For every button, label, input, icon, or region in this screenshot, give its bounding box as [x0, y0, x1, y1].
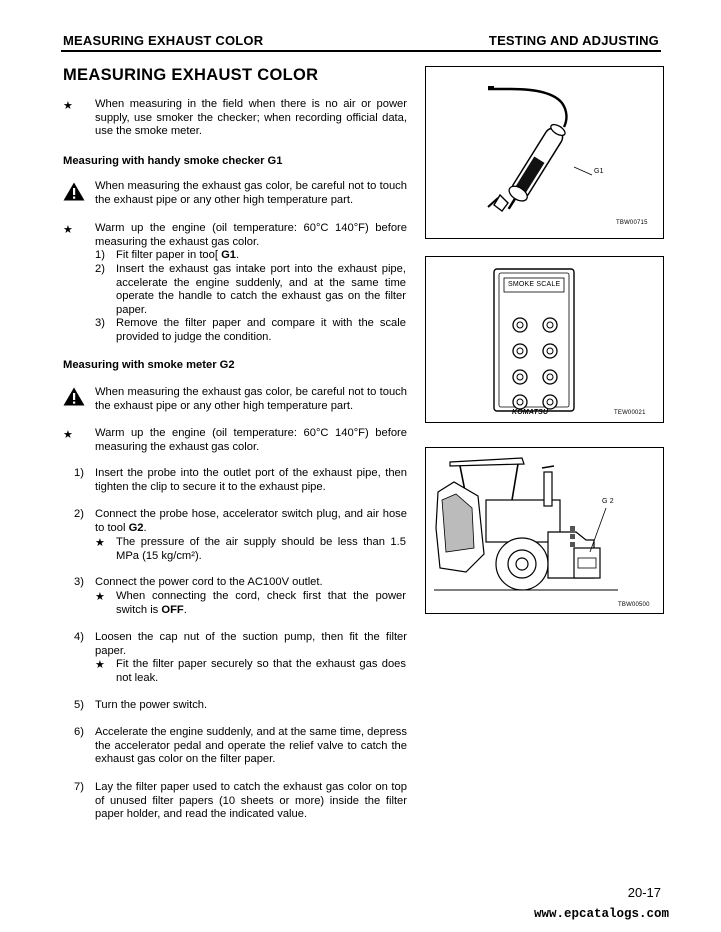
- meter-step-5: Turn the power switch.: [95, 699, 208, 711]
- figure-smoke-meter: [425, 447, 664, 614]
- figure-code: TEW00021: [614, 410, 646, 416]
- note-text: When connecting the cord, check first that the power switch is: [116, 590, 406, 616]
- meter-warmup-text: Warm up the engine (oil temperature: 60°C 140°F) before measuring the exhaust gas color.: [95, 427, 407, 453]
- step-number: 3): [74, 576, 84, 588]
- star-bullet: ★: [95, 591, 105, 603]
- meter-step-2-note: The pressure of the air supply should be less than 1.5 MPa (15 kg/cm²).: [116, 536, 406, 562]
- star-bullet: ★: [63, 224, 73, 236]
- running-header-left: MEASURING EXHAUST COLOR: [63, 33, 264, 48]
- smoke-checker-drawing: [426, 67, 663, 238]
- step-text-end: .: [236, 249, 240, 261]
- page-number: 20-17: [627, 885, 661, 900]
- callout-g2: G 2: [602, 498, 614, 505]
- note-text-end: .: [183, 603, 187, 616]
- meter-step-2: [95, 508, 407, 535]
- star-bullet: ★: [63, 429, 73, 441]
- meter-step-1: Insert the probe into the outlet port of the exhaust pipe, then tighten the clip to secure it to the exhaust pipe.: [95, 467, 407, 493]
- tool-ref-g2: G2: [128, 521, 144, 534]
- smoke-scale-label: SMOKE SCALE: [508, 281, 561, 288]
- footer-url: www.epcatalogs.com: [533, 907, 669, 921]
- handy-heading: Measuring with handy smoke checker G1: [63, 155, 283, 167]
- handy-step-3: Remove the filter paper and compare it with the scale provided to judge the condition.: [116, 317, 406, 343]
- figure-code: TBW00715: [616, 220, 648, 226]
- callout-g1: G1: [594, 168, 604, 175]
- figure-code: TBW00500: [618, 602, 650, 608]
- step-number: 1): [74, 467, 84, 479]
- intro-text: When measuring in the field when there is no air or power supply, use smoker the checker; when recording official data, use the smoke meter.: [95, 98, 407, 138]
- meter-step-6: Accelerate the engine suddenly, and at the same time, depress the accelerator pedal and operate the relief valve to catch the exhaust gas color on the filter paper.: [95, 726, 407, 766]
- figure-smoke-checker: [425, 66, 664, 239]
- meter-step-3: Connect the power cord to the AC100V outlet.: [95, 576, 323, 588]
- meter-heading: Measuring with smoke meter G2: [63, 359, 235, 371]
- star-bullet: ★: [63, 100, 73, 112]
- step-number: 2): [74, 508, 84, 520]
- step-number: 7): [74, 781, 84, 793]
- running-header-right: TESTING AND ADJUSTING: [488, 33, 659, 48]
- komatsu-logo: KOMATSU: [512, 409, 549, 416]
- step-number: 3): [95, 317, 105, 329]
- step-text: Fit filter paper in too[: [116, 249, 222, 261]
- step-text-end: .: [143, 521, 147, 534]
- star-bullet: ★: [95, 537, 105, 549]
- step-number: 1): [95, 249, 105, 261]
- header-rule: [61, 50, 661, 52]
- off-keyword: OFF: [161, 603, 184, 616]
- meter-warning-text: When measuring the exhaust gas color, be careful not to touch the exhaust pipe or any other high temperature part.: [95, 386, 407, 412]
- figure-smoke-scale: [425, 256, 664, 423]
- handy-step-1: [116, 249, 406, 263]
- step-number: 6): [74, 726, 84, 738]
- meter-step-4: Loosen the cap nut of the suction pump, then fit the filter paper.: [95, 631, 407, 657]
- meter-step-3-note: [116, 590, 406, 617]
- handy-step-2: Insert the exhaust gas intake port into the exhaust pipe, accelerate the engine suddenly, and at the same time operate the handle to catch the exhaust gas on the filter paper.: [116, 263, 406, 316]
- step-text: Connect the probe hose, accelerator switch plug, and air hose to tool: [95, 508, 407, 534]
- step-number: 4): [74, 631, 84, 643]
- handy-warning-text: When measuring the exhaust gas color, be careful not to touch the exhaust pipe or any other high temperature part.: [95, 180, 407, 206]
- star-bullet: ★: [95, 659, 105, 671]
- tool-ref-g1: G1: [221, 249, 237, 261]
- step-number: 2): [95, 263, 105, 275]
- warning-triangle-icon: [63, 182, 85, 201]
- section-title: MEASURING EXHAUST COLOR: [63, 66, 319, 84]
- handy-warmup-text: Warm up the engine (oil temperature: 60°C 140°F) before measuring the exhaust gas color.: [95, 222, 407, 248]
- meter-step-7: Lay the filter paper used to catch the exhaust gas color on top of unused filter papers (10 sheets or more) inside the filter paper holder, and read the indicated value.: [95, 781, 407, 821]
- warning-triangle-icon: [63, 387, 85, 406]
- meter-step-4-note: Fit the filter paper securely so that the exhaust gas does not leak.: [116, 658, 406, 684]
- machine-drawing: [426, 448, 663, 613]
- step-number: 5): [74, 699, 84, 711]
